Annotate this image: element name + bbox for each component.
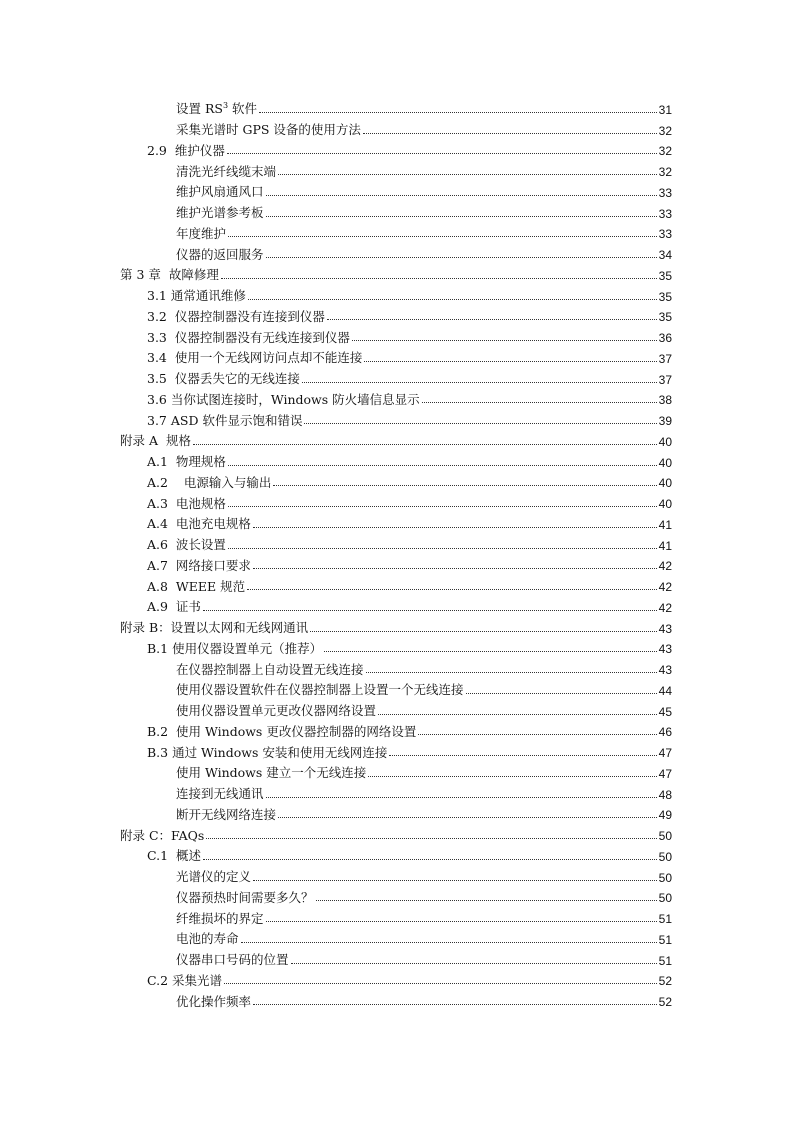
toc-entry[interactable] xyxy=(120,510,672,531)
toc-entry-title: A.3 电池规格 xyxy=(147,495,226,511)
dot-leader xyxy=(228,465,657,466)
dot-leader xyxy=(266,216,657,217)
toc-entry-page-number: 33 xyxy=(658,185,672,200)
dot-leader xyxy=(466,693,657,694)
toc-entry-page-number: 33 xyxy=(658,227,672,242)
toc-entry-page-number: 43 xyxy=(658,642,672,657)
toc-entry-title: 断开无线网络连接 xyxy=(176,806,277,822)
toc-entry-page-number: 51 xyxy=(658,953,672,968)
dot-leader xyxy=(273,485,656,486)
toc-entry-page-number: 32 xyxy=(658,144,672,159)
toc-entry-page-number: 46 xyxy=(658,725,672,740)
toc-entry[interactable] xyxy=(120,884,672,905)
toc-entry-page-number: 40 xyxy=(658,476,672,491)
toc-entry[interactable] xyxy=(120,946,672,967)
toc-entry-page-number: 50 xyxy=(658,829,672,843)
toc-entry-title: 附录 A 规格 xyxy=(120,433,191,449)
dot-leader xyxy=(304,423,656,424)
toc-entry[interactable] xyxy=(120,552,672,573)
toc-entry-page-number: 42 xyxy=(658,580,672,594)
toc-entry-page-number: 37 xyxy=(658,372,672,387)
toc-entry-page-number: 43 xyxy=(658,663,672,677)
toc-entry-title: 光谱仪的定义 xyxy=(176,869,252,884)
dot-leader xyxy=(259,112,657,113)
toc-entry[interactable] xyxy=(120,448,672,469)
dot-leader xyxy=(418,734,656,735)
toc-entry[interactable] xyxy=(120,220,672,241)
toc-entry-page-number: 34 xyxy=(658,248,672,262)
toc-entry-page-number: 35 xyxy=(658,268,672,283)
dot-leader xyxy=(368,776,656,777)
toc-entry[interactable] xyxy=(120,344,672,365)
dot-leader xyxy=(389,755,656,756)
toc-entry[interactable] xyxy=(120,157,672,178)
dot-leader xyxy=(363,133,657,134)
toc-entry[interactable] xyxy=(120,925,672,946)
table-of-contents xyxy=(120,95,672,1008)
toc-entry-page-number: 42 xyxy=(658,600,672,615)
toc-entry-title: 电池的寿命 xyxy=(176,931,239,947)
toc-entry-page-number: 40 xyxy=(658,497,672,511)
dot-leader xyxy=(364,361,656,362)
toc-entry-title: B.2 使用 Windows 更改仪器控制器的网络设置 xyxy=(147,723,417,739)
toc-entry[interactable] xyxy=(120,199,672,220)
dot-leader xyxy=(247,589,657,590)
toc-entry[interactable] xyxy=(120,821,672,842)
toc-entry-title: 纤维损坏的界定 xyxy=(176,910,264,926)
toc-entry-title: 仪器的返回服务 xyxy=(176,246,264,262)
toc-entry-page-number: 50 xyxy=(658,849,672,864)
toc-entry[interactable] xyxy=(120,469,672,490)
toc-entry[interactable] xyxy=(120,614,672,635)
toc-entry-page-number: 39 xyxy=(658,414,672,428)
toc-entry[interactable] xyxy=(120,261,672,282)
toc-entry-page-number: 37 xyxy=(658,351,672,366)
dot-leader xyxy=(224,983,657,984)
toc-entry[interactable] xyxy=(120,572,672,593)
toc-entry-title: 3.6 当你试图连接时，Windows 防火墙信息显示 xyxy=(147,391,420,407)
toc-entry-title: 3.5 仪器丢失它的无线连接 xyxy=(147,371,300,386)
toc-entry-title: 连接到无线通讯 xyxy=(176,786,264,801)
dot-leader xyxy=(221,278,657,279)
toc-entry-title: A.6 波长设置 xyxy=(147,537,226,552)
toc-entry-title: 使用仪器设置软件在仪器控制器上设置一个无线连接 xyxy=(176,682,464,698)
toc-entry-title: 仪器串口号码的位置 xyxy=(176,952,289,967)
toc-entry[interactable] xyxy=(120,365,672,386)
toc-entry-title: 3.7 ASD 软件显示饱和错误 xyxy=(147,412,303,428)
toc-entry[interactable] xyxy=(120,427,672,448)
toc-entry[interactable] xyxy=(120,635,672,656)
dot-leader xyxy=(227,153,657,154)
toc-entry-page-number: 32 xyxy=(658,123,672,138)
toc-entry-page-number: 52 xyxy=(658,974,672,989)
toc-entry-title: B.1 使用仪器设置单元（推荐） xyxy=(147,640,323,656)
dot-leader xyxy=(378,714,657,715)
toc-entry-title: 仪器预热时间需要多久？ xyxy=(176,889,314,905)
toc-entry-title: A.4 电池充电规格 xyxy=(147,516,251,532)
toc-entry-title: 附录 B：设置以太网和无线网通讯 xyxy=(120,620,309,635)
toc-entry[interactable] xyxy=(120,593,672,614)
dot-leader xyxy=(266,195,657,196)
dot-leader xyxy=(266,257,657,258)
dot-leader xyxy=(193,444,657,445)
toc-entry-title: 3.2 仪器控制器没有连接到仪器 xyxy=(147,308,325,324)
dot-leader xyxy=(253,1004,657,1005)
toc-entry-title: 第 3 章 故障修理 xyxy=(120,267,219,283)
toc-entry[interactable] xyxy=(120,282,672,303)
toc-entry-title: 采集光谱时 GPS 设备的使用方法 xyxy=(176,122,361,137)
toc-entry-page-number: 52 xyxy=(658,995,672,1009)
toc-entry[interactable] xyxy=(120,759,672,780)
dot-leader xyxy=(324,651,657,652)
toc-entry-page-number: 49 xyxy=(658,808,672,823)
toc-entry-page-number: 35 xyxy=(658,289,672,304)
toc-entry-page-number: 38 xyxy=(658,393,672,408)
dot-leader xyxy=(266,921,657,922)
toc-entry-page-number: 41 xyxy=(658,517,672,532)
toc-entry-page-number: 45 xyxy=(658,704,672,719)
toc-entry[interactable] xyxy=(120,655,672,676)
toc-entry[interactable] xyxy=(120,406,672,427)
toc-entry-page-number: 50 xyxy=(658,891,672,906)
dot-leader xyxy=(291,963,657,964)
toc-entry-page-number: 51 xyxy=(658,932,672,947)
toc-entry-page-number: 43 xyxy=(658,621,672,636)
toc-entry-title: A.9 证书 xyxy=(147,599,201,615)
toc-entry-title: 3.1 通常通讯维修 xyxy=(147,288,246,303)
toc-entry[interactable] xyxy=(120,967,672,988)
dot-leader xyxy=(228,506,657,507)
dot-leader xyxy=(352,340,657,341)
toc-entry-title: 维护光谱参考板 xyxy=(176,205,264,220)
toc-entry[interactable] xyxy=(120,240,672,261)
toc-entry-title: 使用 Windows 建立一个无线连接 xyxy=(176,765,367,781)
toc-entry-title: 2.9 维护仪器 xyxy=(147,142,225,158)
toc-entry-page-number: 33 xyxy=(658,206,672,221)
toc-entry[interactable] xyxy=(120,303,672,324)
toc-entry-page-number: 44 xyxy=(658,683,672,698)
toc-entry-title: 在仪器控制器上自动设置无线连接 xyxy=(176,661,364,677)
dot-leader xyxy=(266,797,657,798)
toc-entry-title: 3.3 仪器控制器没有无线连接到仪器 xyxy=(147,329,350,345)
toc-entry-title: A.1 物理规格 xyxy=(147,454,226,469)
toc-entry-title: A.7 网络接口要求 xyxy=(147,557,251,573)
dot-leader xyxy=(316,900,657,901)
toc-entry[interactable] xyxy=(120,137,672,158)
dot-leader xyxy=(253,527,657,528)
dot-leader xyxy=(203,859,657,860)
toc-entry-page-number: 40 xyxy=(658,434,672,449)
dot-leader xyxy=(253,568,657,569)
toc-entry-page-number: 31 xyxy=(658,102,672,117)
toc-entry[interactable] xyxy=(120,531,672,552)
dot-leader xyxy=(278,817,657,818)
toc-entry-page-number: 40 xyxy=(658,455,672,470)
dot-leader xyxy=(241,942,657,943)
toc-entry[interactable] xyxy=(120,178,672,199)
dot-leader xyxy=(203,610,657,611)
toc-entry[interactable] xyxy=(120,116,672,137)
toc-entry-title: C.1 概述 xyxy=(147,848,201,864)
dot-leader xyxy=(366,672,657,673)
dot-leader xyxy=(310,631,656,632)
dot-leader xyxy=(206,838,656,839)
toc-entry-title: 使用仪器设置单元更改仪器网络设置 xyxy=(176,703,377,718)
toc-entry[interactable] xyxy=(120,718,672,739)
toc-entry-page-number: 41 xyxy=(658,538,672,553)
dot-leader xyxy=(228,236,657,237)
toc-entry-title: A.8 WEEE 规范 xyxy=(147,578,246,594)
toc-entry[interactable] xyxy=(120,863,672,884)
toc-entry[interactable] xyxy=(120,95,672,116)
toc-entry-page-number: 35 xyxy=(658,310,672,325)
toc-entry-page-number: 36 xyxy=(658,331,672,345)
toc-entry-page-number: 50 xyxy=(658,870,672,885)
toc-entry-title: 清洗光纤线缆末端 xyxy=(176,163,277,179)
toc-entry[interactable] xyxy=(120,323,672,344)
toc-entry[interactable] xyxy=(120,738,672,759)
dot-leader xyxy=(422,402,657,403)
dot-leader xyxy=(302,382,657,383)
toc-entry-page-number: 42 xyxy=(658,559,672,574)
toc-entry[interactable] xyxy=(120,842,672,863)
dot-leader xyxy=(228,548,657,549)
toc-entry-title: C.2 采集光谱 xyxy=(147,972,223,988)
toc-entry-page-number: 47 xyxy=(658,746,672,760)
toc-entry-title: 设置 $RS^3$ 软件 xyxy=(176,101,258,117)
toc-entry-title: 附录 C：FAQs xyxy=(120,827,205,843)
toc-entry-title: B.3 通过 Windows 安装和使用无线网连接 xyxy=(147,744,388,760)
toc-entry-title: A.2 电源输入与输出 xyxy=(147,474,272,490)
toc-entry[interactable] xyxy=(120,676,672,697)
toc-entry[interactable] xyxy=(120,489,672,510)
dot-leader xyxy=(327,319,657,320)
dot-leader xyxy=(278,174,657,175)
dot-leader xyxy=(253,880,657,881)
toc-entry-page-number: 47 xyxy=(658,766,672,781)
toc-entry-page-number: 32 xyxy=(658,165,672,179)
toc-entry[interactable] xyxy=(120,987,672,1008)
superscript: 3 xyxy=(222,101,229,111)
toc-entry-page-number: 51 xyxy=(658,912,672,926)
toc-entry-title: 3.4 使用一个无线网访问点却不能连接 xyxy=(147,350,363,366)
toc-entry-title: 维护风扇通风口 xyxy=(176,184,264,200)
dot-leader xyxy=(248,299,657,300)
toc-entry-page-number: 48 xyxy=(658,787,672,802)
toc-entry[interactable] xyxy=(120,801,672,822)
toc-entry[interactable] xyxy=(120,780,672,801)
toc-entry[interactable] xyxy=(120,904,672,925)
toc-entry-title: 年度维护 xyxy=(176,225,227,241)
toc-entry[interactable] xyxy=(120,386,672,407)
toc-entry-title: 优化操作频率 xyxy=(176,993,252,1009)
toc-entry[interactable] xyxy=(120,697,672,718)
